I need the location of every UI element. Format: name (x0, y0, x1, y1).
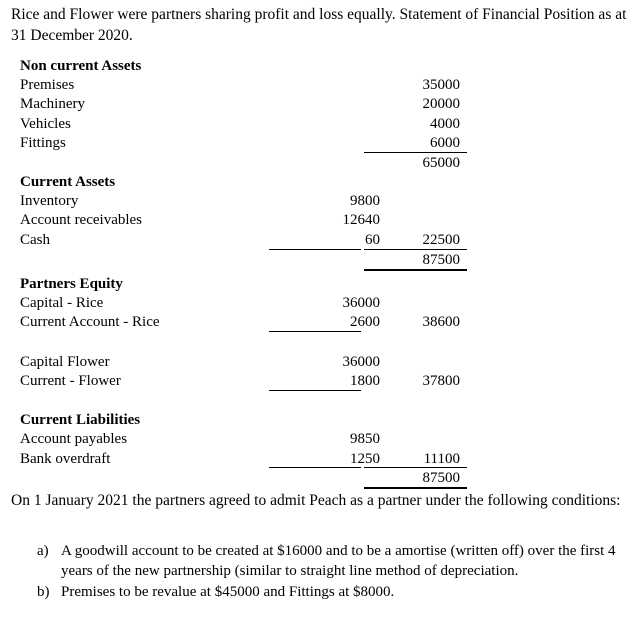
statement-row (20, 94, 630, 114)
current-liabilities-subtotal: 11100 (423, 451, 460, 467)
line-item-label: Vehicles (20, 116, 71, 132)
statement-row (20, 114, 630, 134)
double-underline-rule (364, 487, 467, 489)
line-item-value: 4000 (430, 116, 460, 132)
rice-equity-total: 38600 (422, 314, 460, 330)
line-item-value: 60 (365, 232, 380, 248)
statement-row (20, 75, 630, 95)
statement-row (20, 293, 630, 313)
statement-row (20, 191, 630, 211)
condition-text: Premises to be revalue at $45000 and Fittings at $8000. (61, 584, 395, 600)
statement-row (20, 449, 630, 469)
line-item-value: 9850 (350, 431, 380, 447)
line-item-value: 12640 (342, 212, 380, 228)
line-item-value: 2600 (350, 314, 380, 330)
underline-rule (269, 390, 361, 391)
underline-rule (269, 331, 361, 332)
intro-paragraph: Rice and Flower were partners sharing profit and loss equally. Statement of Financial Position as at 31 December 2020. (11, 6, 627, 44)
condition-marker: a) (37, 543, 49, 559)
double-underline-rule (364, 269, 467, 271)
partners-equity-heading-row (20, 274, 630, 294)
line-item-value: 1800 (350, 373, 380, 389)
line-item-label: Capital - Rice (20, 295, 104, 311)
line-item-value: 6000 (430, 135, 460, 151)
statement-row (20, 133, 630, 153)
condition-marker: b) (37, 584, 50, 600)
current-assets-heading-row (20, 172, 630, 192)
current-liabilities-heading: Current Liabilities (20, 412, 141, 428)
line-item-label: Account receivables (20, 212, 143, 228)
statement-row (20, 352, 630, 372)
total-equity-and-liabilities: 87500 (422, 470, 460, 486)
line-item-value: 20000 (422, 96, 460, 112)
line-item-value: 1250 (350, 451, 380, 467)
total-row (20, 468, 630, 488)
current-assets-heading: Current Assets (20, 174, 116, 190)
current-assets-subtotal: 22500 (422, 232, 460, 248)
line-item-label: Current - Flower (20, 373, 121, 389)
current-liabilities-heading-row (20, 410, 630, 430)
line-item-value: 35000 (422, 77, 460, 93)
line-item-value: 36000 (342, 295, 380, 311)
line-item-label: Account payables (20, 431, 128, 447)
statement-row (20, 371, 630, 391)
condition-text: A goodwill account to be created at $16000 and to be a amortise (written off) over the first 4 years of the new partnership (similar to straight line method of depreciation. (61, 543, 616, 579)
total-row (20, 153, 630, 173)
admission-paragraph: On 1 January 2021 the partners agreed to admit Peach as a partner under the following conditions: (11, 492, 621, 509)
line-item-label: Current Account - Rice (20, 314, 160, 330)
total-assets: 87500 (422, 252, 460, 268)
statement-row (20, 230, 630, 250)
partners-equity-heading: Partners Equity (20, 276, 123, 292)
line-item-label: Cash (20, 232, 50, 248)
non-current-assets-total: 65000 (422, 155, 460, 171)
statement-row (20, 312, 630, 332)
statement-row (20, 429, 630, 449)
line-item-label: Inventory (20, 193, 79, 209)
line-item-label: Premises (20, 77, 75, 93)
line-item-label: Machinery (20, 96, 85, 112)
total-row (20, 250, 630, 270)
non-current-assets-heading-row (20, 56, 630, 76)
line-item-label: Capital Flower (20, 354, 110, 370)
line-item-label: Bank overdraft (20, 451, 111, 467)
flower-equity-total: 37800 (422, 373, 460, 389)
line-item-value: 9800 (350, 193, 380, 209)
non-current-assets-heading: Non current Assets (20, 58, 142, 74)
statement-row (20, 210, 630, 230)
line-item-label: Fittings (20, 135, 66, 151)
line-item-value: 36000 (342, 354, 380, 370)
